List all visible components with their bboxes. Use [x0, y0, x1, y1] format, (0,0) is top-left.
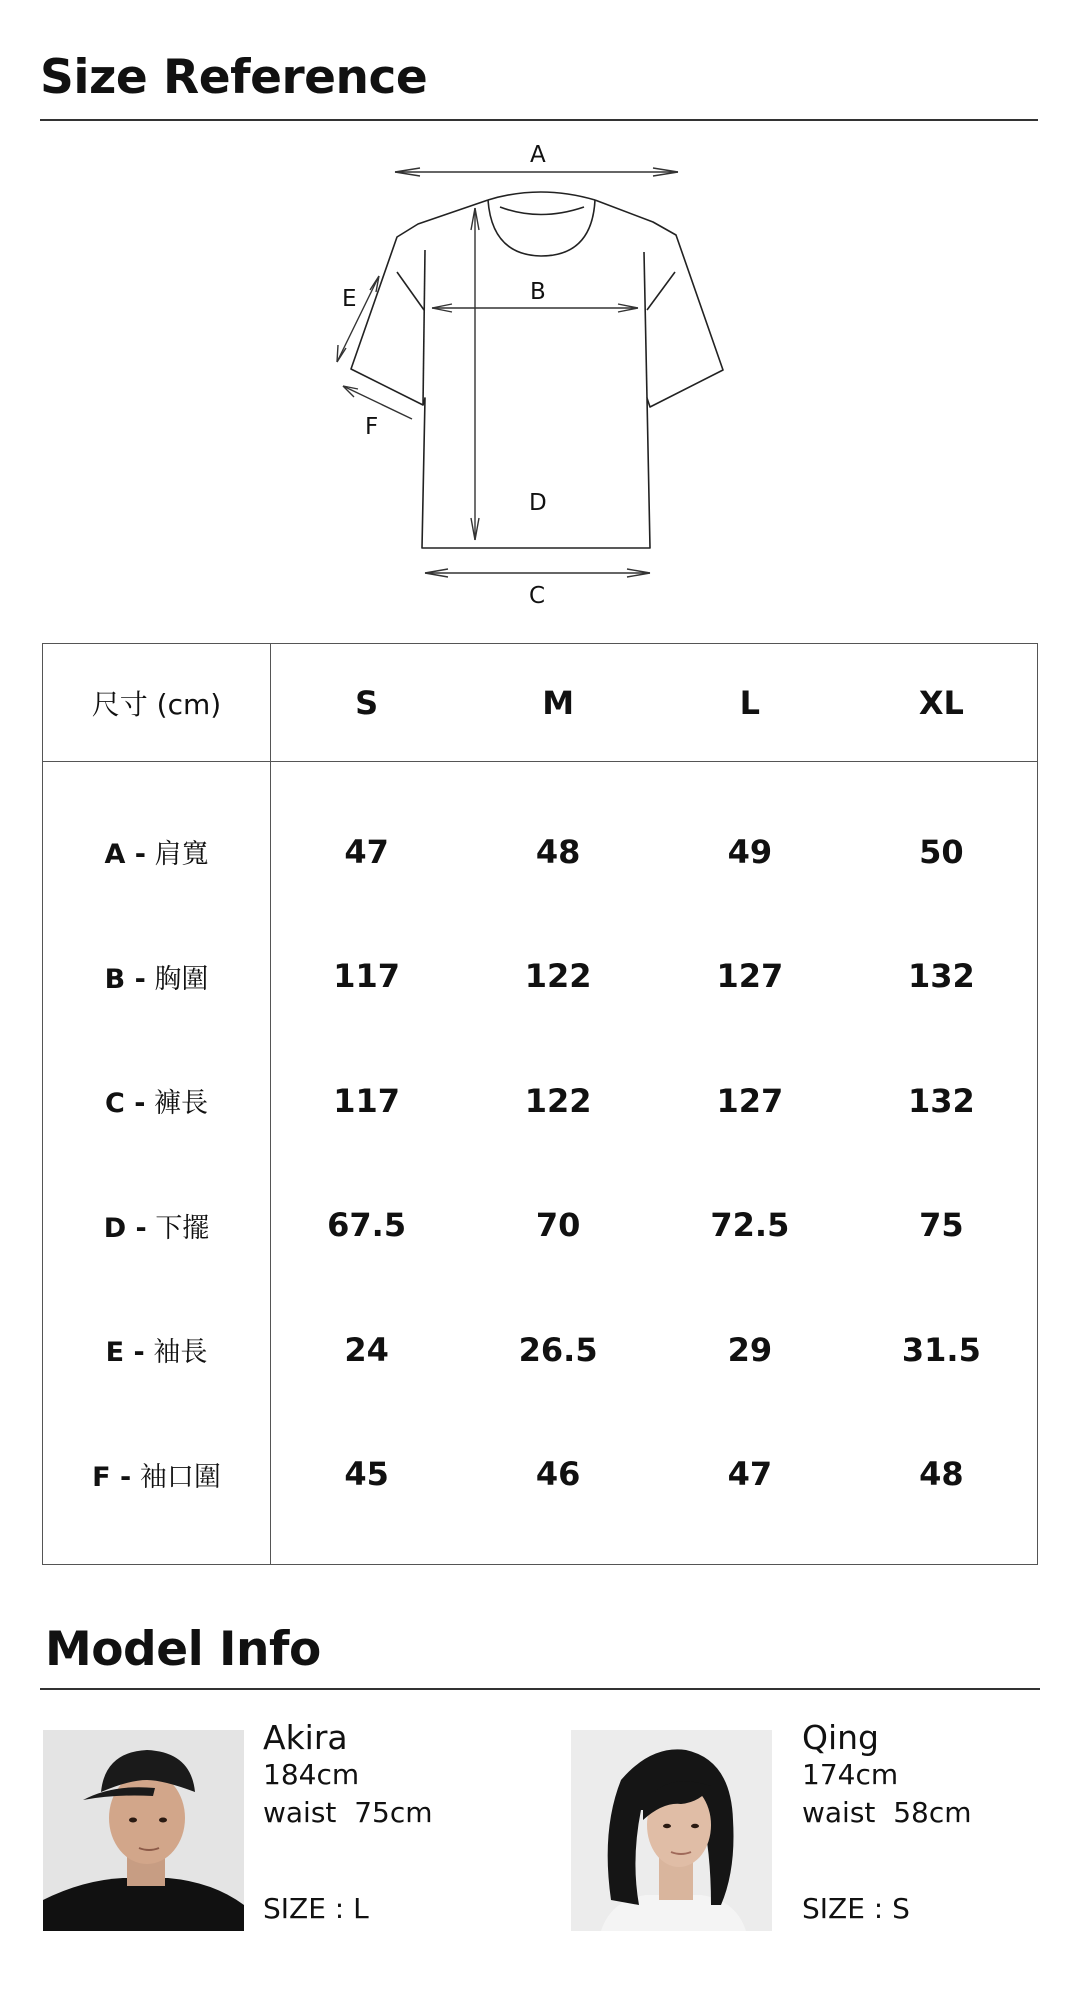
- spacer-cell: [43, 1537, 271, 1565]
- table-cell: 132: [907, 957, 975, 996]
- size-header-s: S: [271, 644, 463, 762]
- table-cell: 31.5: [901, 1330, 981, 1369]
- table-cell: 47: [344, 832, 389, 871]
- table-cell: 26.5: [518, 1330, 598, 1369]
- model-height: 174cm: [802, 1758, 899, 1791]
- model-info-divider: [40, 1688, 1040, 1690]
- right-sleeve-seam: [647, 272, 675, 310]
- spacer-cell: [271, 1537, 1038, 1565]
- table-cell: 47: [727, 1455, 773, 1494]
- table-cell: 117: [333, 957, 401, 996]
- left-side-seam: [423, 250, 425, 405]
- spacer-cell: [43, 762, 271, 790]
- left-sleeve-seam: [397, 272, 424, 310]
- table-row: [43, 1038, 1038, 1163]
- model-height: 184cm: [263, 1758, 360, 1791]
- table-cell: 45: [344, 1455, 389, 1494]
- diagram-label-c: C: [529, 583, 546, 609]
- table-cell: 46: [535, 1455, 581, 1494]
- diagram-label-e: E: [342, 286, 357, 312]
- model-photo-akira: [43, 1730, 244, 1931]
- model-name: Qing: [802, 1718, 880, 1757]
- table-cell: 122: [524, 1081, 592, 1120]
- table-row: [43, 1288, 1038, 1413]
- table-row: [43, 789, 1038, 914]
- size-unit-header: 尺寸 (cm): [43, 644, 271, 762]
- size-chart-table: [42, 643, 1038, 1565]
- table-cell: 127: [716, 1081, 784, 1120]
- table-row: [43, 1163, 1038, 1288]
- table-cell: 67.5: [327, 1206, 407, 1245]
- model-photo-qing: [571, 1730, 772, 1931]
- table-cell: 122: [524, 957, 592, 996]
- row-label: E - 袖長: [43, 1288, 271, 1413]
- table-cell: 48: [535, 832, 581, 871]
- title-divider: [40, 119, 1038, 121]
- row-label: D - 下擺: [43, 1163, 271, 1288]
- table-row: [43, 914, 1038, 1039]
- model-waist: waist 58cm: [802, 1796, 972, 1829]
- model-size: SIZE : L: [263, 1892, 369, 1925]
- model-waist: waist 75cm: [263, 1796, 433, 1829]
- diagram-label-d: D: [529, 490, 547, 516]
- table-cell: 49: [727, 832, 773, 871]
- table-cell: 24: [344, 1330, 389, 1369]
- collar-outer: [488, 192, 595, 200]
- model-name: Akira: [263, 1718, 348, 1757]
- diagram-label-b: B: [530, 279, 546, 305]
- size-header-l: L: [654, 644, 846, 762]
- size-header-row: [43, 644, 1038, 762]
- table-cell: 127: [716, 957, 784, 996]
- table-cell: 50: [919, 832, 964, 871]
- table-cell: 117: [333, 1081, 401, 1120]
- table-cell: 72.5: [710, 1206, 790, 1245]
- table-row: [43, 1412, 1038, 1537]
- size-header-xl: XL: [846, 644, 1038, 762]
- right-side-seam: [644, 252, 647, 398]
- size-reference-title: Size Reference: [40, 50, 428, 105]
- row-label: F - 袖口圍: [43, 1412, 271, 1537]
- spacer-cell: [271, 762, 1038, 790]
- table-cell: 75: [919, 1206, 964, 1245]
- tshirt-measurement-diagram: [320, 140, 760, 630]
- diagram-label-a: A: [530, 142, 546, 168]
- diagram-label-f: F: [365, 414, 379, 440]
- size-header-m: M: [462, 644, 654, 762]
- model-info-title: Model Info: [45, 1622, 321, 1677]
- collar-inner: [500, 207, 584, 215]
- row-label: A - 肩寬: [43, 789, 271, 914]
- row-label: B - 胸圍: [43, 914, 271, 1039]
- table-cell: 132: [907, 1081, 975, 1120]
- table-cell: 70: [535, 1206, 581, 1245]
- table-cell: 48: [919, 1455, 964, 1494]
- row-label: C - 褲長: [43, 1038, 271, 1163]
- model-size: SIZE : S: [802, 1892, 910, 1925]
- table-cell: 29: [727, 1330, 773, 1369]
